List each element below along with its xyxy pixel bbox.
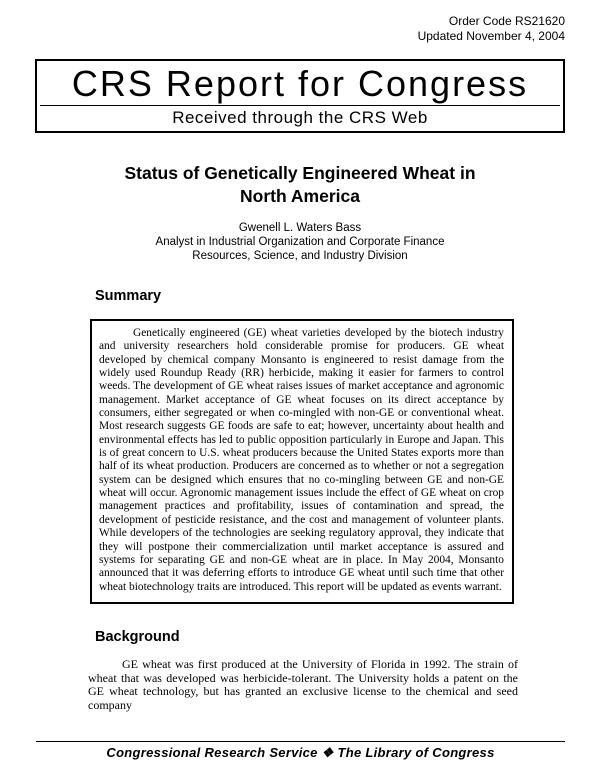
author-role: Analyst in Industrial Organization and Corporate Finance: [155, 236, 445, 248]
order-code: Order Code RS21620: [448, 14, 565, 28]
updated-date: Updated November 4, 2004: [417, 28, 565, 43]
crs-banner-box: [35, 59, 565, 133]
banner-subtitle: Received through the CRS Web: [172, 108, 428, 127]
footer-text: Congressional Research Service ❖ The Library of Congress: [106, 745, 495, 760]
banner-title: CRS Report for Congress: [71, 63, 529, 104]
author-block: [0, 221, 600, 263]
report-title: Status of Genetically Engineered Wheat in North America: [124, 163, 476, 206]
background-heading: Background: [95, 628, 180, 645]
author-name: Gwenell L. Waters Bass: [238, 222, 362, 234]
order-code-block: [0, 0, 600, 43]
page-footer: [36, 741, 565, 761]
summary-heading: Summary: [95, 288, 162, 304]
background-text: GE wheat was first produced at the University of Florida in 1992. The strain of wheat that was developed was herbicide-tolerant. The University holds a patent on the GE wheat technology, but has granted an exclusive license to the chemical and seed company: [88, 656, 518, 713]
author-division: Resources, Science, and Industry Division: [192, 250, 408, 262]
summary-box: [90, 319, 514, 604]
summary-text: Genetically engineered (GE) wheat varieties developed by the biotech industry and university researchers hold considerable promise for producers. GE wheat developed by chemical company Monsanto is engineered to resist damage from the widely used Roundup Ready (RR) herbicide, making it easier for farmers to control weeds. The development of GE wheat raises issues of market acceptance and agronomic management. Market acceptance of GE wheat focuses on its direct acceptance by consumers, either segregated or when co-mingled with non-GE or conventional wheat. Most research suggests GE foods are safe to eat; however, uncertainty about health and environmental effects has led to public opposition particularly in Europe and Japan. This is of great concern to U.S. wheat producers because the United States exports more than half of its wheat production. Producers are concerned as to whether or not a segregation system can be designed which ensures that no co-mingling between GE and non-GE wheat will occur. Agronomic management issues include the effect of GE wheat on crop management practices and profitability, issues of contamination and spread, the development of pesticide resistance, and the cost and management of volunteer plants. While developers of the technologies are seeking regulatory approval, they indicate that they will postpone their commercialization until market acceptance is assured and systems for separating GE and non-GE wheat are in place. In May 2004, Monsanto announced that it was deferring efforts to introduce GE wheat until such time that other wheat biotechnology traits are introduced. This report will be updated as events warrant.: [99, 327, 504, 593]
